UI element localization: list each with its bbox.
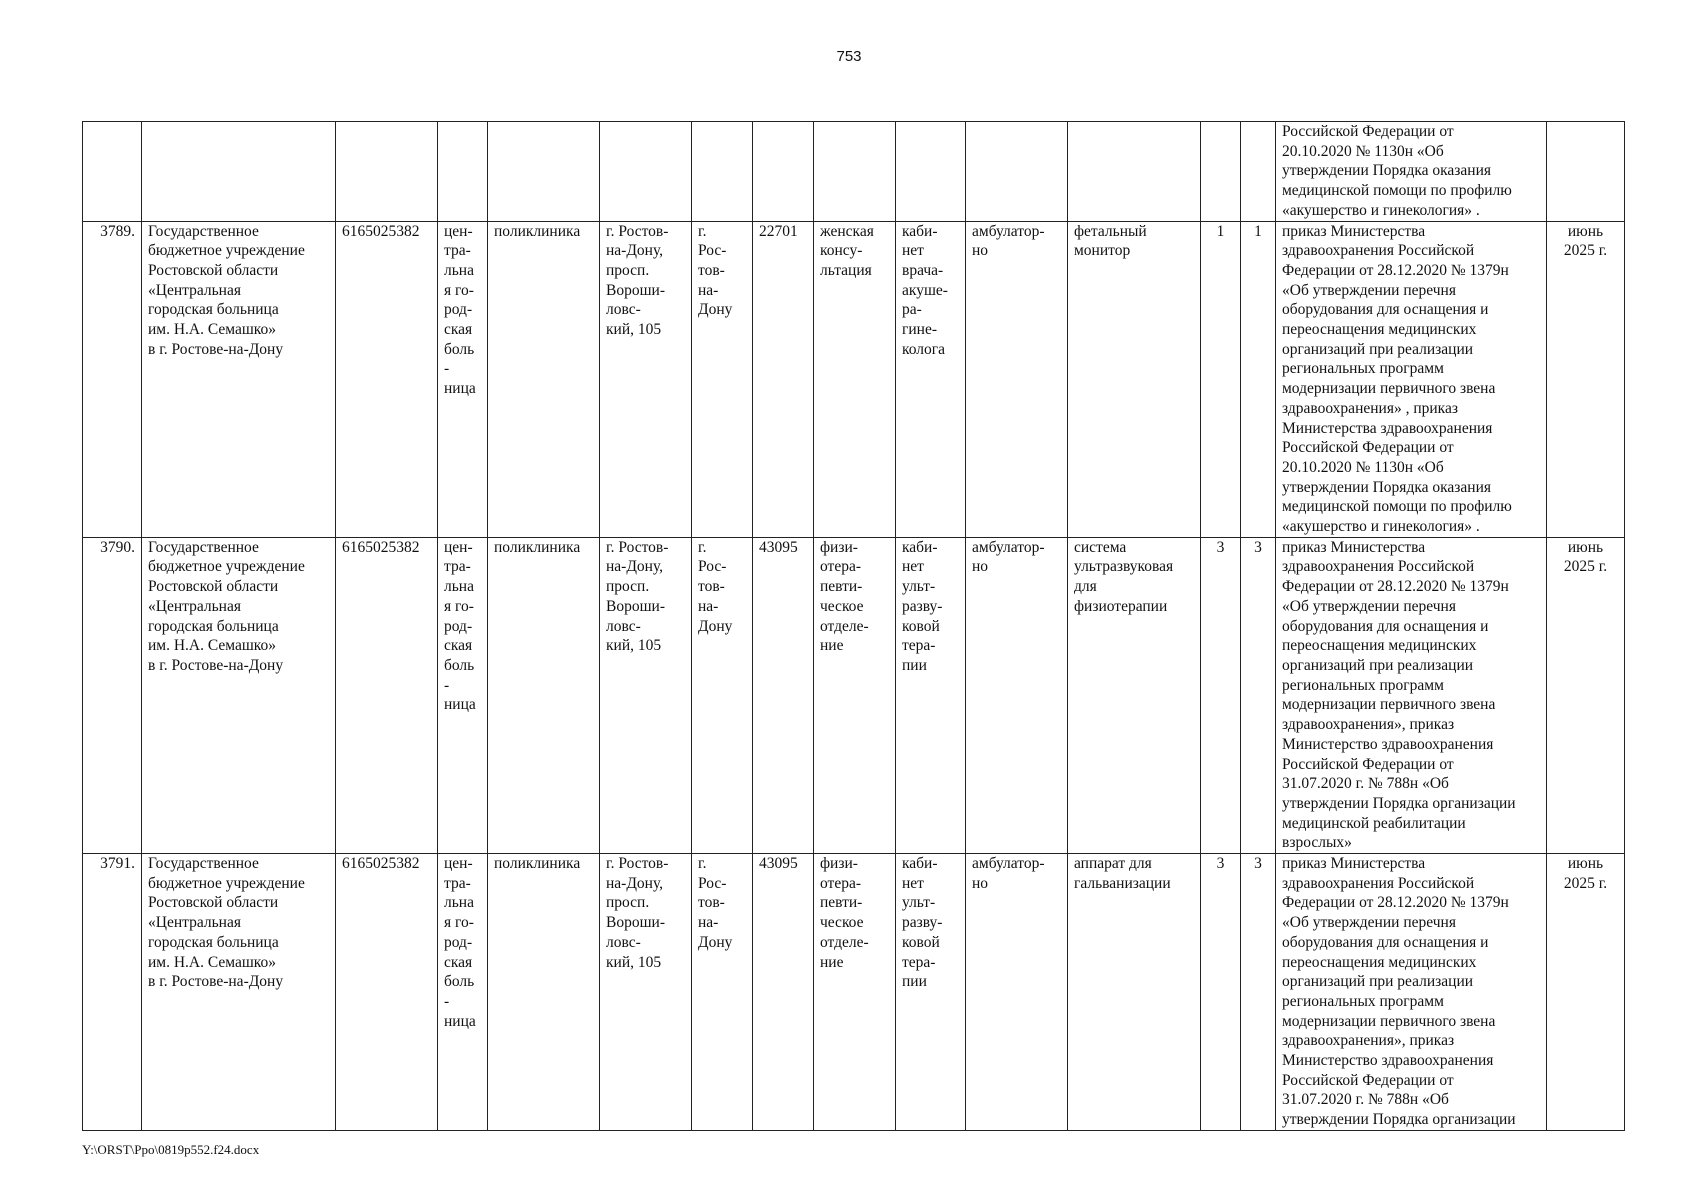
city-cell: г. Рос- тов- на- Дону [692, 537, 753, 853]
department-cell: физи- отера- певти- ческое отделе- ние [814, 854, 896, 1131]
table-row [83, 221, 1625, 537]
code-cell: 22701 [753, 221, 814, 537]
address-cell: г. Ростов- на-Дону, просп. Вороши- ловс- кий, 105 [600, 854, 692, 1131]
city-cell: г. Рос- тов- на- Дону [692, 221, 753, 537]
department-cell: женская консу- льтация [814, 221, 896, 537]
inn-cell: 6165025382 [336, 537, 438, 853]
regulatory-basis-cell: Российской Федерации от 20.10.2020 № 1130н «Об утверждении Порядка оказания медицинской помощи по профилю «акушерство и гинекология» . [1276, 122, 1547, 222]
department-cell: физи- отера- певти- ческое отделе- ние [814, 537, 896, 853]
code-cell: 43095 [753, 854, 814, 1131]
table-row-continuation [83, 122, 1625, 222]
equipment-cell: система ультразвуковая для физиотерапии [1068, 537, 1201, 853]
quantity-cell: 3 [1241, 537, 1276, 853]
care-type-cell: амбулатор- но [966, 537, 1068, 853]
date-cell: июнь 2025 г. [1547, 537, 1625, 853]
equipment-table [82, 121, 1625, 1131]
subdivision-cell: поликлиника [488, 537, 600, 853]
quantity-cell: 3 [1201, 854, 1241, 1131]
regulatory-basis-cell: приказ Министерства здравоохранения Российской Федерации от 28.12.2020 № 1379н «Об утверждении перечня оборудования для оснащения и переоснащения медицинских организаций при реализации региональных программ модернизации первичного звена здравоохранения», приказ Министерство здравоохранения Российской Федерации от 31.07.2020 г. № 788н «Об утверждении Порядка организации медицинской реабилитации взрослых» [1276, 537, 1547, 853]
org-type-cell: цен- тра- льна я го- род- ская боль - ница [438, 854, 488, 1131]
table-row [83, 854, 1625, 1131]
equipment-cell: фетальный монитор [1068, 221, 1201, 537]
date-cell: июнь 2025 г. [1547, 854, 1625, 1131]
city-cell: г. Рос- тов- на- Дону [692, 854, 753, 1131]
quantity-cell: 1 [1241, 221, 1276, 537]
room-cell: каби- нет врача- акуше- ра- гине- колога [896, 221, 966, 537]
inn-cell: 6165025382 [336, 854, 438, 1131]
regulatory-basis-cell: приказ Министерства здравоохранения Российской Федерации от 28.12.2020 № 1379н «Об утверждении перечня оборудования для оснащения и переоснащения медицинских организаций при реализации региональных программ модернизации первичного звена здравоохранения» , приказ Министерства здравоохранения Российской Федерации от 20.10.2020 № 1130н «Об утверждении Порядка оказания медицинской помощи по профилю «акушерство и гинекология» . [1276, 221, 1547, 537]
organization-cell: Государственное бюджетное учреждение Ростовской области «Центральная городская больница им. Н.А. Семашко» в г. Ростове-на-Дону [142, 854, 336, 1131]
org-type-cell: цен- тра- льна я го- род- ская боль - ница [438, 537, 488, 853]
row-number-cell: 3790. [83, 537, 142, 853]
code-cell: 43095 [753, 537, 814, 853]
room-cell: каби- нет ульт- разву- ковой тера- пии [896, 854, 966, 1131]
regulatory-basis-cell: приказ Министерства здравоохранения Российской Федерации от 28.12.2020 № 1379н «Об утверждении перечня оборудования для оснащения и переоснащения медицинских организаций при реализации региональных программ модернизации первичного звена здравоохранения», приказ Министерство здравоохранения Российской Федерации от 31.07.2020 г. № 788н «Об утверждении Порядка организации [1276, 854, 1547, 1131]
org-type-cell: цен- тра- льна я го- род- ская боль - ница [438, 221, 488, 537]
quantity-cell: 1 [1201, 221, 1241, 537]
organization-cell: Государственное бюджетное учреждение Ростовской области «Центральная городская больница им. Н.А. Семашко» в г. Ростове-на-Дону [142, 221, 336, 537]
row-number-cell: 3789. [83, 221, 142, 537]
address-cell: г. Ростов- на-Дону, просп. Вороши- ловс- кий, 105 [600, 537, 692, 853]
equipment-cell: аппарат для гальванизации [1068, 854, 1201, 1131]
page-number: 753 [836, 48, 862, 65]
table-row [83, 537, 1625, 853]
care-type-cell: амбулатор- но [966, 221, 1068, 537]
row-number-cell: 3791. [83, 854, 142, 1131]
care-type-cell: амбулатор- но [966, 854, 1068, 1131]
organization-cell: Государственное бюджетное учреждение Ростовской области «Центральная городская больница им. Н.А. Семашко» в г. Ростове-на-Дону [142, 537, 336, 853]
quantity-cell: 3 [1241, 854, 1276, 1131]
subdivision-cell: поликлиника [488, 854, 600, 1131]
subdivision-cell: поликлиника [488, 221, 600, 537]
date-cell: июнь 2025 г. [1547, 221, 1625, 537]
quantity-cell: 3 [1201, 537, 1241, 853]
room-cell: каби- нет ульт- разву- ковой тера- пии [896, 537, 966, 853]
inn-cell: 6165025382 [336, 221, 438, 537]
footer-file-path: Y:\ORST\Ppo\0819p552.f24.docx [82, 1142, 260, 1157]
address-cell: г. Ростов- на-Дону, просп. Вороши- ловс- кий, 105 [600, 221, 692, 537]
